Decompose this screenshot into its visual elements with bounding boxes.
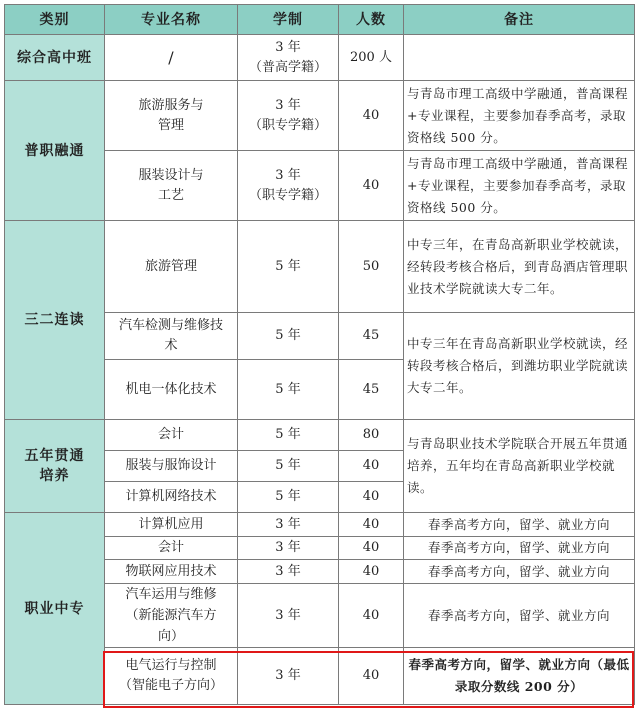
major-cell: 机电一体化技术 xyxy=(105,360,238,420)
duration-cell: 5 年 xyxy=(238,221,339,313)
major-cell: 计算机应用 xyxy=(105,513,238,537)
count-cell: 50 xyxy=(339,221,404,313)
category-puzhi: 普职融通 xyxy=(5,81,105,221)
header-notes: 备注 xyxy=(404,5,635,35)
header-major: 专业名称 xyxy=(105,5,238,35)
notes-cell: 与青岛市理工高级中学融通，普高课程+专业课程，主要参加春季高考，录取资格线 500 分。 xyxy=(404,81,635,151)
major-cell: 会计 xyxy=(105,420,238,451)
major-line: 工艺 xyxy=(157,187,184,203)
enrollment-table xyxy=(4,4,635,705)
table-row xyxy=(5,81,635,151)
duration-years: 3 年 xyxy=(275,39,301,55)
header-category: 类别 xyxy=(5,5,105,35)
notes-cell: 春季高考方向，留学、就业方向 xyxy=(404,560,635,584)
major-line: 服装设计与 xyxy=(138,167,204,183)
duration-type: （职专学籍） xyxy=(248,187,327,203)
count-cell: 45 xyxy=(339,360,404,420)
duration-cell: 5 年 xyxy=(238,482,339,513)
duration-cell: 3 年 xyxy=(238,584,339,648)
count-cell: 40 xyxy=(339,81,404,151)
table-row xyxy=(5,221,635,313)
duration-cell xyxy=(238,35,339,81)
notes-cell: 春季高考方向，留学、就业方向 xyxy=(404,537,635,560)
category-saner: 三二连读 xyxy=(5,221,105,420)
major-cell: / xyxy=(105,35,238,81)
category-general: 综合高中班 xyxy=(5,35,105,81)
duration-type: （职专学籍） xyxy=(248,117,327,133)
count-cell: 40 xyxy=(339,151,404,221)
count-cell: 40 xyxy=(339,560,404,584)
duration-cell xyxy=(238,81,339,151)
table-row xyxy=(5,513,635,537)
count-cell: 40 xyxy=(339,513,404,537)
duration-cell: 3 年 xyxy=(238,513,339,537)
major-cell: 计算机网络技术 xyxy=(105,482,238,513)
major-cell xyxy=(105,81,238,151)
header-duration: 学制 xyxy=(238,5,339,35)
count-cell: 40 xyxy=(339,482,404,513)
duration-cell: 5 年 xyxy=(238,313,339,360)
notes-cell: 春季高考方向，留学、就业方向（最低录取分数线 200 分） xyxy=(404,648,635,705)
count-cell: 80 xyxy=(339,420,404,451)
notes-cell xyxy=(404,35,635,81)
major-cell: 会计 xyxy=(105,537,238,560)
major-cell: 物联网应用技术 xyxy=(105,560,238,584)
count-cell: 45 xyxy=(339,313,404,360)
notes-cell: 与青岛职业技术学院联合开展五年贯通培养，五年均在青岛高新职业学校就读。 xyxy=(404,420,635,513)
duration-cell: 5 年 xyxy=(238,420,339,451)
major-line: 管理 xyxy=(157,117,184,133)
count-cell: 40 xyxy=(339,451,404,482)
major-cell: 汽车运用与维修（新能源汽车方向） xyxy=(105,584,238,648)
notes-cell: 春季高考方向，留学、就业方向 xyxy=(404,584,635,648)
duration-cell xyxy=(238,151,339,221)
major-cell: 汽车检测与维修技术 xyxy=(105,313,238,360)
major-line: 电气运行与控制 xyxy=(125,658,217,673)
header-count: 人数 xyxy=(339,5,404,35)
duration-years: 3 年 xyxy=(275,97,301,113)
major-cell: 服装与服饰设计 xyxy=(105,451,238,482)
major-cell: 旅游管理 xyxy=(105,221,238,313)
notes-cell: 中专三年在青岛高新职业学校就读，经转段考核合格后，到潍坊职业学院就读大专二年。 xyxy=(404,313,635,420)
count-cell: 40 xyxy=(339,584,404,648)
header-row xyxy=(5,5,635,35)
category-zhiye: 职业中专 xyxy=(5,513,105,705)
count-cell: 40 xyxy=(339,537,404,560)
duration-cell: 3 年 xyxy=(238,560,339,584)
duration-cell: 3 年 xyxy=(238,537,339,560)
duration-cell: 5 年 xyxy=(238,360,339,420)
category-line: 五年贯通 xyxy=(24,448,85,464)
count-cell: 40 xyxy=(339,648,404,705)
category-line: 培养 xyxy=(39,468,70,484)
major-cell xyxy=(105,151,238,221)
count-cell: 200 人 xyxy=(339,35,404,81)
notes-cell: 与青岛市理工高级中学融通，普高课程+专业课程，主要参加春季高考，录取资格线 500 分。 xyxy=(404,151,635,221)
duration-cell: 5 年 xyxy=(238,451,339,482)
duration-type: （普高学籍） xyxy=(248,59,327,75)
major-line: 旅游服务与 xyxy=(138,97,204,113)
table-row xyxy=(5,420,635,451)
duration-cell: 3 年 xyxy=(238,648,339,705)
major-cell xyxy=(105,648,238,705)
notes-cell: 春季高考方向，留学、就业方向 xyxy=(404,513,635,537)
table-row xyxy=(5,35,635,81)
duration-years: 3 年 xyxy=(275,167,301,183)
major-line: （智能电子方向） xyxy=(118,678,223,693)
category-wunian xyxy=(5,420,105,513)
notes-cell: 中专三年，在青岛高新职业学校就读，经转段考核合格后，到青岛酒店管理职业技术学院就读大专二年。 xyxy=(404,221,635,313)
